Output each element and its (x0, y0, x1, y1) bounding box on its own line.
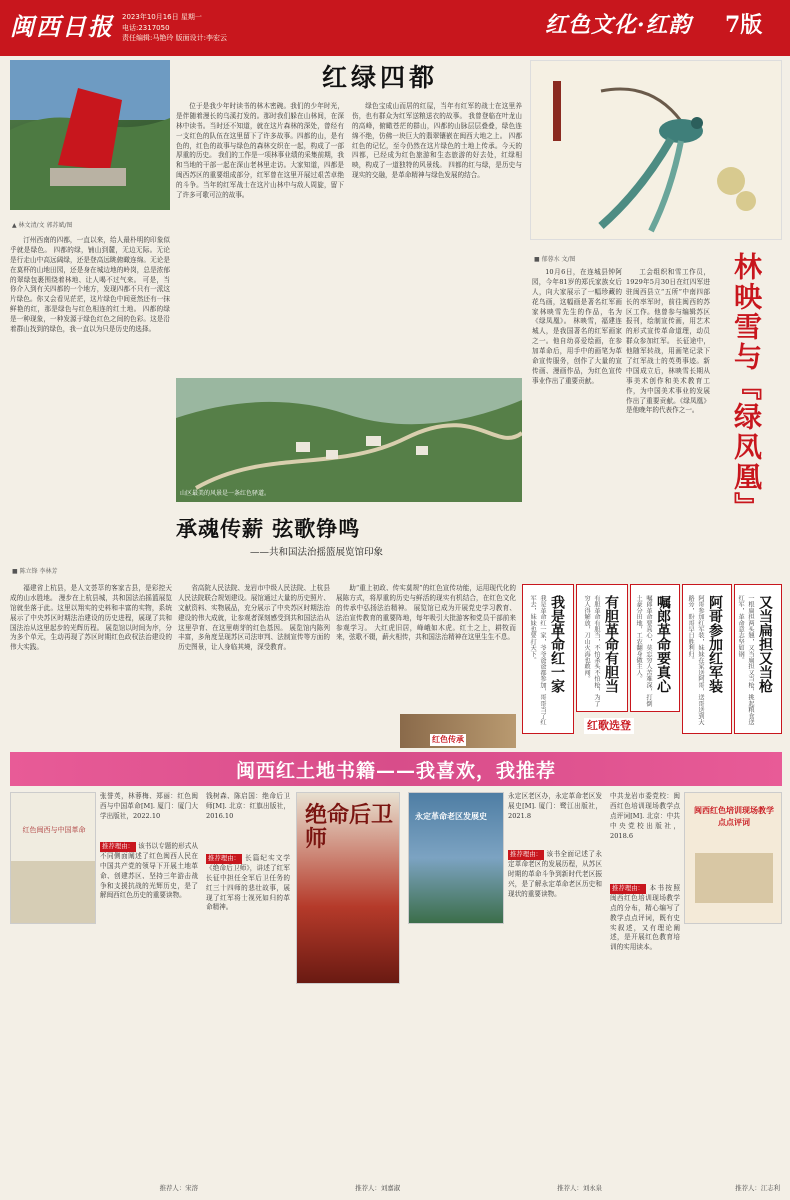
painting-illustration (531, 61, 782, 240)
masthead (0, 0, 790, 56)
village-caption: 山区最美的风景是一条红色驿道。 (180, 490, 271, 497)
poem-title: 嘱郎革命要真心 (655, 595, 671, 693)
book-cover (408, 792, 504, 924)
editors: 责任编辑:马艳玲 版面设计:李宏云 (122, 34, 227, 42)
book-list (10, 792, 782, 1196)
book-signoff: 推荐人：刘永泉 (557, 1184, 602, 1192)
monument-illustration (10, 60, 170, 210)
article1-col1: 汀州西南的四都，一直以来，给人最朴明的印象似乎就是绿色。 四都的绿，铺山到麓，无边无际。无论是行走山中高远阔绿，还是登高远眺俯瞰连绵。无论是在莫杯的山地田园，还是身在城边地的岭岗，总是浓郁的翠绿包裹围绕着林地、让人喝不过气来。 可是，当你介入到有关四都的一个地方，发现四都不只有一派这片绿色。你又会看见茫茫，这片绿色中间竟然还有一抹鲜艳的红，那是绿色与红色相连的红土地。 四都的绿是一种现象，一种发源于绿色红色之间的色彩。这是沿着群山找到的绿色，我一直以为只是历史的选择。 (10, 236, 170, 334)
book-intro: 钱树森、陈启国：绝命后卫师[M]. 北京：红旗出版社，2016.10 (206, 792, 290, 820)
bio-col2: 工会组织和雪工作员，1929年5月30日在红四军进驻闽西县立“五所”中南四部长的率军时，前往闽西的苏区工作。他曾参与编辑苏区报刊，绘制宣传画，用艺术的形式宣传革命道理，动员群众参加红军。 长征途中，他随军转战，用画笔记录下了红军战士的英勇事迹。新中国成立后，林映雪长期从事美术创作和美术教育工作，为中国美术事业的发展作出了重要贡献。《绿凤凰》是他晚年的代表作之一。 (626, 268, 710, 415)
book-signoff: 推荐人：江志利 (735, 1184, 780, 1192)
newspaper-logo: 闽西日报 (10, 12, 114, 41)
cover-art (11, 861, 96, 924)
book-signoff: 推荐人：刘嘉淑 (355, 1184, 400, 1192)
poem-card (630, 584, 680, 712)
poem-text: 有胆革命有胆当，不怕杀头不怕枪，为了穷人得解放，刀山火海也敢闯。 (583, 595, 600, 707)
article2-photo (400, 714, 516, 748)
poem-text: 阿哥参加红军装，妹妹在家送阿哥，送哥送到大路旁，盼哥早日胜利归。 (687, 595, 704, 726)
article2-text-1: 福建省上杭县，是人文荟萃的客家古县，是彩控天成的山水胜地。 漫步在上杭县城，共和国法治摇篮展览馆就坐落于此。这里以翔实的史料和丰富的实物，系统展示了中央苏区时期法治建设的历史进程，展现了共和国法治从这里起步的光辉历程。 展览馆以时间为序，分为多个单元，生动再现了苏区时期红色政权法治建设的伟大实践。 (10, 584, 172, 652)
book-reason: 推荐理由： 该书以专题的形式从不同侧面阐述了红色闽西人民在中国共产党的领导下开展土地革命、创建苏区、坚持三年游击战争和支援抗战的光辉历史，是了解闽西红色历史的重要读物。 (100, 842, 198, 900)
poem-card (522, 584, 574, 734)
poem-title: 我是革命红一家 (549, 595, 565, 693)
book-reason-more (10, 930, 198, 980)
recommend-tag: 推荐理由： (510, 850, 542, 858)
article2-subhead: ——共和国法治摇篮展览馆印象 (250, 547, 384, 558)
book-reason: 推荐理由： 长篇纪实文学《绝命后卫师》，讲述了红军长征中担任全军后卫任务的红三十四师的悲壮故事，展现了红军将士视死如归的革命精神。 (206, 854, 290, 912)
poem-title: 阿哥参加红军装 (707, 595, 723, 693)
book-item (206, 792, 402, 1196)
book-intro: 中共龙岩市委党校：闽西红色培训现场教学点点评词[M]. 北京：中共中央党校出版社，2018.6 (610, 792, 680, 840)
poem-title: 有胆革命有胆当 (603, 595, 619, 693)
article-title: 红绿四都 (321, 63, 438, 92)
book-cover-title: 红色闽西与中国革命 (22, 826, 86, 834)
poem-text: 一根扁担两头翘，又当扁担又当枪，挑起粮食送红军，革命意志坚如钢。 (737, 595, 754, 726)
book-reason: 推荐理由： 该书全面记述了永定革命老区的发展历程，从苏区时期的革命斗争到新时代老区振兴，是了解永定革命老区历史和现状的重要读物。 (508, 850, 602, 898)
page-number: 7版 (725, 12, 763, 38)
article1-col2: 位于是我少年时读书的林木密碗。我们的少年时光，是伴随着漫长的乌溪打发的。那时我们躲在山林间，在深林中读书。当时还不知道，就在这片森林的深处，曾经有一支红色的队伍在这里留下了许多故事。四都的山，是有色的，红色的故事与绿色的森林交织在一起，构成了一部厚重的历史。 我们的工作是一项林事业绩的采集前期，我和当地的干部一起在深山老林里走访。大家知道，四都是闽西苏区的重要组成部分，红军曾在这里开展过艰苦卓绝的斗争。当年的红军战士在这片山林中与敌人周旋，留下了许多可歌可泣的故事。 (176, 102, 344, 200)
recommend-banner (10, 752, 782, 786)
article2-headline: 承魂传薪 弦歌铮鸣 (176, 516, 361, 541)
article2-byline: ■ 陈立锋 李林芳 (12, 568, 58, 575)
book-reason: 推荐理由： 本书按照闽西红色培训现场教学点的分布，精心编写了教学点点评词，既有史实叙述，又有理论阐述，是开展红色教育培训的实用读本。 (610, 884, 680, 952)
poem-card (682, 584, 732, 734)
phone: 电话:2317050 (122, 23, 170, 32)
article1-col3: 绿色宝成山而居的红屋，当年有红军的战士在这里养伤，也有群众为红军送粮送衣的故事。 我曾登临在叶龙山的高峰，俯瞰苍茫的群山，四都的山脉层层叠叠，绿色连绵不绝，仿佛一块巨大的翡翠镶嵌在闽西大地之上。 四都红色的记忆，至今仍然在这片绿色的土地上传承。今天的四都，已经成为红色旅游和生态旅游的好去处，红绿相映，构成了一道独特的风景线。 四都的红与绿，是历史与现实的交融，是革命精神与绿色发展的结合。 (352, 102, 522, 180)
issue-date: 2023年10月16日 星期一 (122, 13, 202, 21)
article2-photo-caption: 红色传承 (432, 734, 464, 744)
book-cover-title: 永定革命老区发展史 (415, 811, 487, 821)
poem-text: 我是革命红一家，爷爷爸爸都参加，哥哥当了红军去，妹妹也要打天下。 (529, 595, 546, 726)
section-title: 红色文化·红韵 (545, 12, 692, 38)
village-photo (176, 378, 522, 502)
poem-footer: 红歌选登 (584, 718, 634, 734)
book-intro: 张誉英，林蓉梅、郑丽：红色闽西与中国革命[M]. 厦门：厦门大学出版社，2022.10 (100, 792, 198, 820)
poem-title: 又当扁担又当枪 (757, 595, 773, 693)
book-signoff: 推荐人：宋溶 (159, 1184, 198, 1192)
poem-card (734, 584, 782, 734)
recommend-tag: 推荐理由： (102, 842, 134, 850)
book-cover (684, 792, 782, 924)
bio-col3 (714, 514, 784, 544)
issue-meta (122, 12, 227, 44)
book-item (10, 792, 200, 1196)
book-item (610, 792, 782, 1196)
poem-text: 嘱郎革命要真心，莫忘穷人苦难深，打倒土豪分田地，工农翻身做主人。 (635, 595, 652, 707)
recommend-tag: 推荐理由： (208, 854, 240, 862)
article2-text-3: 助“重上初政、传实莫规”的红色宣传功能，运用现代化的展陈方式，将厚重的历史与鲜活的现实有机结合，在红色文化的传承中弘扬法治精神。 展览馆已成为开展党史学习教育、法治宣传教育的重要阵地，每年吸引大批游客和党员干部前来参观学习。 大红虎旧居，峰峨如木虎。红土之上，耕牧而来，弦歌不辍，薪火相传，共和国法治精神在这里生生不息。 (336, 584, 516, 642)
poem-card (576, 584, 628, 712)
book-cover (296, 792, 400, 984)
village-illustration (176, 378, 522, 502)
poems-section (522, 584, 782, 750)
bird-painting (530, 60, 782, 240)
bio-title: 林映雪与『绿凤凰』 (730, 252, 763, 522)
banner-title: 闽西红土地书籍——我喜欢，我推荐 (235, 760, 556, 782)
book-item (408, 792, 604, 1196)
photo-caption: ▲ 林文清/文 郭苏斌/图 (12, 222, 73, 229)
book-cover (10, 792, 96, 924)
book-cover-title: 绝命后卫师 (305, 802, 394, 853)
book-cover-title: 闽西红色培训现场教学点点评词 (694, 805, 774, 827)
monument-photo (10, 60, 170, 210)
bio-byline: ■ 郁蓉水 文/图 (534, 256, 576, 263)
cover-art (695, 853, 773, 903)
bio-col1: 10月6日，在连城县钟阿园，今年81岁的郑氏家族女后人，向大家展示了一幅珍藏的花鸟画，这幅画是著名红军画家林映雪先生的作品，名为《绿凤凰》。 林映雪，福建连城人，是我国著名的红军画家之一。他自幼喜爱绘画，在参加革命后，用手中的画笔为革命宣传服务，创作了大量的宣传画、漫画作品，为红色宣传事业作出了重要贡献。 (532, 268, 622, 385)
book-intro: 永定区老区办，永定革命老区发展史[M]. 厦门：鹭江出版社，2021.8 (508, 792, 602, 820)
article2-text-2: 省高院人民法院、龙岩市中级人民法院、上杭县人民法院联合规划建设。展馆通过大量的历史照片、文献资料、实物展品，充分展示了中央苏区时期法治建设的伟大成就，让参观者深刻感受到共和国法治从这里孕育、在这里萌芽的红色基因。 展览馆内陈列丰富，多角度呈现苏区司法审判、法制宣传等方面的历史图景，让人身临其境，深受教育。 (178, 584, 330, 652)
recommend-tag: 推荐理由： (612, 884, 644, 892)
